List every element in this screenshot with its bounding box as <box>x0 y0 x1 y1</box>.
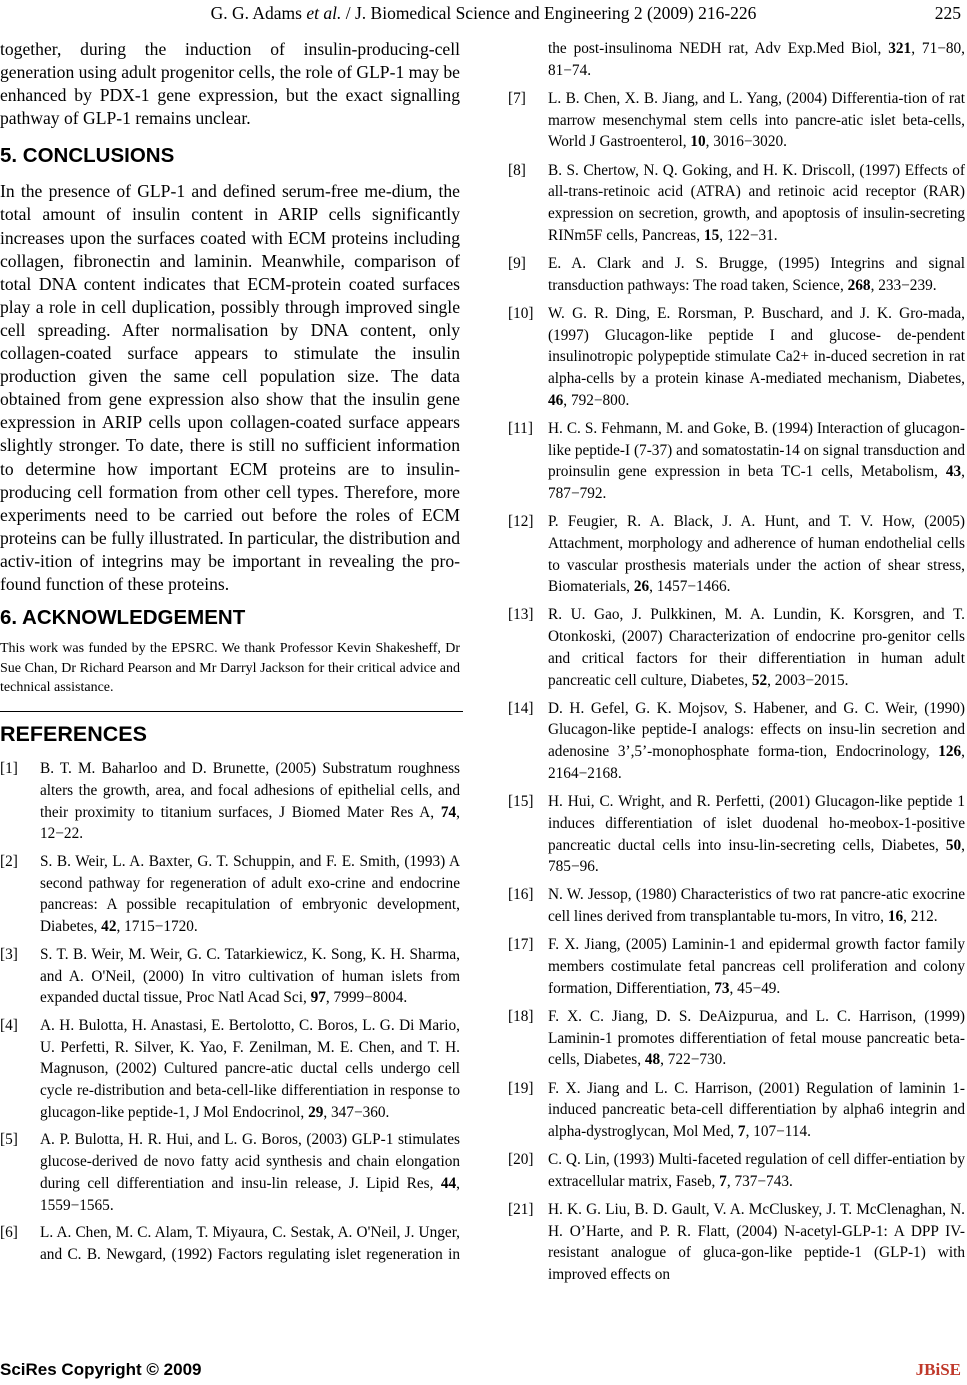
reference-continuation-text <box>548 38 965 81</box>
reference-volume: 73 <box>714 979 730 997</box>
header-authors: G. G. Adams <box>210 3 307 23</box>
reference-volume: 74 <box>440 803 457 821</box>
reference-text: the post-insulinoma NEDH rat, Adv Exp.Med Biol, <box>548 40 882 58</box>
references-heading: REFERENCES <box>0 722 147 747</box>
reference-volume: 7 <box>737 1122 746 1140</box>
reference-number: [3] <box>0 945 18 963</box>
reference-number: [21] <box>508 1201 534 1219</box>
reference-number: [4] <box>0 1016 18 1034</box>
reference-volume: 29 <box>308 1103 324 1121</box>
references-list-left <box>0 758 460 1265</box>
reference-number: [2] <box>0 852 18 870</box>
header-journal: / J. Biomedical Science and Engineering 2 (2009) 216-226 <box>341 3 757 23</box>
reference-number: [9] <box>508 254 526 272</box>
reference-item <box>508 1199 965 1286</box>
reference-volume: 42 <box>101 918 117 936</box>
reference-volume: 321 <box>888 40 912 58</box>
reference-item <box>508 698 965 785</box>
reference-text: F. X. C. Jiang, D. S. DeAizpurua, and L. C. Harrison, (1999) Laminin-1 promotes differentiation of fetal mouse pancreatic beta-cells, Diabetes, <box>548 1007 965 1069</box>
reference-number: [18] <box>508 1007 534 1025</box>
reference-volume: 7 <box>719 1172 727 1190</box>
reference-volume: 10 <box>690 133 706 151</box>
references-list-right <box>508 38 965 1286</box>
reference-number: [11] <box>508 419 533 437</box>
reference-pages: , 45−49. <box>729 979 781 997</box>
reference-item <box>508 253 965 296</box>
reference-number: [14] <box>508 699 534 717</box>
reference-text: B. S. Chertow, N. Q. Goking, and H. K. Driscoll, (1997) Effects of all-trans-retinoic acid (ATRA) and retinoic acid receptor (RAR) expression on secretion, growth, and apoptosis of insulin-secreting RINm5F cells, Pancreas, <box>548 161 965 244</box>
reference-text: D. H. Gefel, G. K. Mojsov, S. Habener, and G. C. Weir, (1990) Glucagon-like peptide-I analogs: effects on insu-lin secretion and adenosine 3’,5’-monophosphate forma-tion, Endocrinology, <box>548 699 965 761</box>
reference-item <box>508 934 965 999</box>
reference-text: N. W. Jessop, (1980) Characteristics of two rat pancre-atic exocrine cell lines derived from transplantable tu-mors, In vitro, <box>548 886 965 926</box>
reference-pages: , 71−80, 81−74. <box>548 40 965 80</box>
reference-pages: , 792−800. <box>563 391 630 409</box>
reference-pages: , 107−114. <box>745 1122 811 1140</box>
reference-text: S. B. Weir, L. A. Baxter, G. T. Schuppin, and F. E. Smith, (1993) A second pathway for regeneration of adult exo-crine and endocrine pancreas: A possible recapitulation of embryonic development, Diabetes, <box>40 852 460 936</box>
reference-text: B. T. M. Baharloo and D. Brunette, (2005) Substratum roughness alters the growth, area, and focal adhesions of epithelial cells, and their proximity to titanium surfaces, J Biomed Mater Res A, <box>40 760 460 821</box>
reference-number: [10] <box>508 304 534 322</box>
reference-text: R. U. Gao, J. Pulkkinen, M. A. Lundin, K. Korsgren, and T. Otonkoski, (2007) Characterization of endocrine pro-genitor cells and critical factors for their differentiation in human adult pancreatic cell culture, Diabetes, <box>548 606 965 689</box>
reference-text: L. A. Chen, M. C. Alam, T. Miyaura, C. Sestak, A. O'Neil, J. Unger, and C. B. Newgard, (1992) Factors regulating islet regeneration in <box>40 1224 460 1263</box>
journal-abbreviation: JBiSE <box>915 1360 961 1379</box>
reference-text: F. X. Jiang and L. C. Harrison, (2001) Regulation of laminin 1-induced pancreatic beta-cell differentiation by alpha6 integrin and alpha-dystroglycan, Mol Med, <box>548 1079 965 1140</box>
reference-text: W. G. R. Ding, E. Rorsman, P. Buschard, and J. K. Gro-mada, (1997) Glucagon-like peptide I and glucose- de-pendent insulinotropic polypeptide stimulate Ca2+ in-duced secretion in rat alpha-cells by a protein kinase A-mediated mechanism, Diabetes, <box>548 304 965 387</box>
reference-pages: , 722−730. <box>660 1051 727 1069</box>
reference-item <box>508 1078 965 1143</box>
reference-number: [12] <box>508 513 534 531</box>
reference-item <box>508 604 965 691</box>
page-footer <box>0 1360 967 1385</box>
reference-volume: 268 <box>847 276 871 294</box>
reference-item <box>508 1006 965 1071</box>
reference-volume: 97 <box>310 989 326 1007</box>
reference-pages: , 1559−1565. <box>40 1174 460 1214</box>
conclusions-heading: 5. CONCLUSIONS <box>0 144 175 168</box>
reference-text: L. B. Chen, X. B. Jiang, and L. Yang, (2004) Differentia-tion of rat marrow mesenchymal stem cells into pancre-atic islet beta-cells, World J Gastroenterol, <box>548 90 965 151</box>
reference-text: H. Hui, C. Wright, and R. Perfetti, (2001) Glucagon-like peptide 1 induces differentiation of islet duodenal ho-meobox-1-positive pancreatic ductal cells into insu-lin-secreting cells, Diabetes, <box>548 793 965 854</box>
reference-item <box>508 1149 965 1192</box>
header-et-al: et al. <box>306 3 342 23</box>
reference-item <box>0 1222 460 1265</box>
reference-pages: , 787−792. <box>548 463 965 502</box>
reference-item <box>508 160 965 247</box>
reference-number: [7] <box>508 90 526 107</box>
reference-pages: , 2164−2168. <box>548 743 965 782</box>
reference-text: A. P. Bulotta, H. R. Hui, and L. G. Boros, (2003) GLP-1 stimulates glucose-derived de novo fatty acid synthesis and chain elongation during cell differentiation and insu-lin release, J. Lipid Res, <box>40 1131 460 1192</box>
reference-item <box>0 1015 460 1124</box>
reference-volume: 44 <box>440 1174 457 1192</box>
reference-number: [20] <box>508 1151 534 1169</box>
reference-text: P. Feugier, R. A. Black, J. A. Hunt, and T. V. How, (2005) Attachment, morphology and adherence of human endothelial cells to vascular prosthesis materials under the action of shear stress, Biomaterials, <box>548 513 965 596</box>
right-column <box>508 38 965 1292</box>
reference-continuation <box>508 38 965 81</box>
reference-text: F. X. Jiang, (2005) Laminin-1 and epidermal growth factor family members costimulate fetal pancreas cell proliferation and colony formation, Differentiation, <box>548 936 965 997</box>
reference-text: H. K. G. Liu, B. D. Gault, V. A. McCluskey, J. T. McClenaghan, N. H. O’Harte, and P. R. Flatt, (2004) N-acetyl-GLP-1: A DPP IV-resistant analogue of gluca-gon-like peptide-1 (GLP-1) with improved effects on <box>548 1201 965 1284</box>
reference-pages: , 1457−1466. <box>649 578 731 596</box>
reference-number: [6] <box>0 1224 18 1242</box>
acknowledgement-heading: 6. ACKNOWLEDGEMENT <box>0 606 246 630</box>
reference-pages: , 12−22. <box>40 803 460 843</box>
copyright-notice: SciRes Copyright © 2009 <box>0 1360 202 1379</box>
reference-item <box>508 88 965 153</box>
left-column <box>0 38 460 1265</box>
reference-text: H. C. S. Fehmann, M. and Goke, B. (1994) Interaction of glucagon-like peptide-I (7-37) and somatostatin-14 on signal transduction and proinsulin gene expression in beta TC-1 cells, Metabolism, <box>548 419 965 481</box>
reference-volume: 126 <box>938 743 962 761</box>
acknowledgement-paragraph: This work was funded by the EPSRC. We thank Professor Kevin Shakesheff, Dr Sue Chan, Dr Richard Pearson and Mr Darryl Jackson for their critical advice and technical assistance. <box>0 641 460 696</box>
reference-item <box>508 303 965 412</box>
reference-pages: , 1715−1720. <box>116 918 198 936</box>
reference-number: [16] <box>508 886 534 904</box>
reference-pages: , 785−96. <box>548 836 965 876</box>
reference-pages: , 2003−2015. <box>767 671 849 689</box>
reference-number: [5] <box>0 1131 18 1149</box>
reference-item <box>508 791 965 878</box>
reference-number: [19] <box>508 1079 534 1097</box>
conclusions-paragraph: In the presence of GLP-1 and defined serum-free me-dium, the total amount of insulin content in ARIP cells significantly increases upon the surfaces coated with ECM proteins including collagen, fibronectin and laminin. Meanwhile, comparison of total DNA content indicates that ECM-protein coated surfaces play a role in cell duplication, possibly through improved single cell spreading. After normalisation by DNA content, only collagen-coated surface appears to stimulate the insulin production given the same cell population size. The data obtained from gene expression also show that the insulin gene expression in ARIP cells upon collagen-coated surface appears slightly stronger. To date, there is still no sufficient information to determine how important ECM proteins are to insulin-producing cell formation from other cell types. Therefore, more experiments need to be carried out before the roles of ECM proteins can be fully illustrated. In particular, the distribution and activ-ition of integrins may be important in revealing the pro-found function of these proteins. <box>0 181 460 594</box>
reference-item <box>508 418 965 505</box>
reference-pages: , 3016−3020. <box>705 133 787 151</box>
reference-volume: 15 <box>703 226 720 244</box>
reference-volume: 50 <box>945 836 962 854</box>
reference-item <box>508 884 965 927</box>
reference-item <box>508 511 965 598</box>
reference-pages: , 7999−8004. <box>325 989 408 1007</box>
reference-item <box>0 944 460 1009</box>
reference-volume: 26 <box>633 578 650 596</box>
reference-pages: , 347−360. <box>323 1103 390 1121</box>
reference-pages: , 737−743. <box>726 1172 793 1190</box>
reference-item <box>0 851 460 938</box>
reference-number: [15] <box>508 793 534 811</box>
reference-pages: , 233−239. <box>870 276 937 294</box>
reference-number: [8] <box>508 161 526 179</box>
reference-pages: , 212. <box>903 908 938 926</box>
reference-number: [17] <box>508 936 534 954</box>
reference-volume: 46 <box>548 391 564 409</box>
reference-text: E. A. Clark and J. S. Brugge, (1995) Integrins and signal transduction pathways: The road taken, Science, <box>548 254 965 294</box>
reference-item <box>0 1129 460 1216</box>
reference-volume: 16 <box>887 908 904 926</box>
running-header <box>0 0 967 42</box>
reference-text: A. H. Bulotta, H. Anastasi, E. Bertolotto, C. Boros, L. G. Di Mario, U. Perfetti, R. Silver, K. Yao, F. Zenilman, M. E. Chen, and T. H. Magnuson, (2002) Cultured pancre-atic ductal cells undergo cell cycle re-distribution and beta-cell-like differentiation in response to glucagon-like peptide-1, J Mol Endocrinol, <box>40 1016 460 1121</box>
reference-volume: 43 <box>945 463 962 481</box>
reference-text: S. T. B. Weir, M. Weir, G. C. Tatarkiewicz, K. Song, K. H. Sharma, and A. O'Neil, (2000) In vitro cultivation of human islets from expanded ductal tissue, Proc Natl Acad Sci, <box>40 945 460 1007</box>
reference-number: [1] <box>0 760 18 778</box>
reference-text: C. Q. Lin, (1993) Multi-faceted regulation of cell differ-entiation by extracellular matrix, Faseb, <box>548 1151 965 1190</box>
reference-volume: 48 <box>644 1051 661 1069</box>
intro-paragraph: together, during the induction of insulin-producing-cell generation using adult progenitor cells, the role of GLP-1 may be enhanced by PDX-1 gene expression, but the exact signalling pathway of GLP-1 remains unclear. <box>0 39 460 129</box>
reference-number: [13] <box>508 606 534 624</box>
page-number: 225 <box>934 3 961 23</box>
reference-item <box>0 758 460 845</box>
reference-volume: 52 <box>751 671 768 689</box>
reference-pages: , 122−31. <box>719 226 778 244</box>
